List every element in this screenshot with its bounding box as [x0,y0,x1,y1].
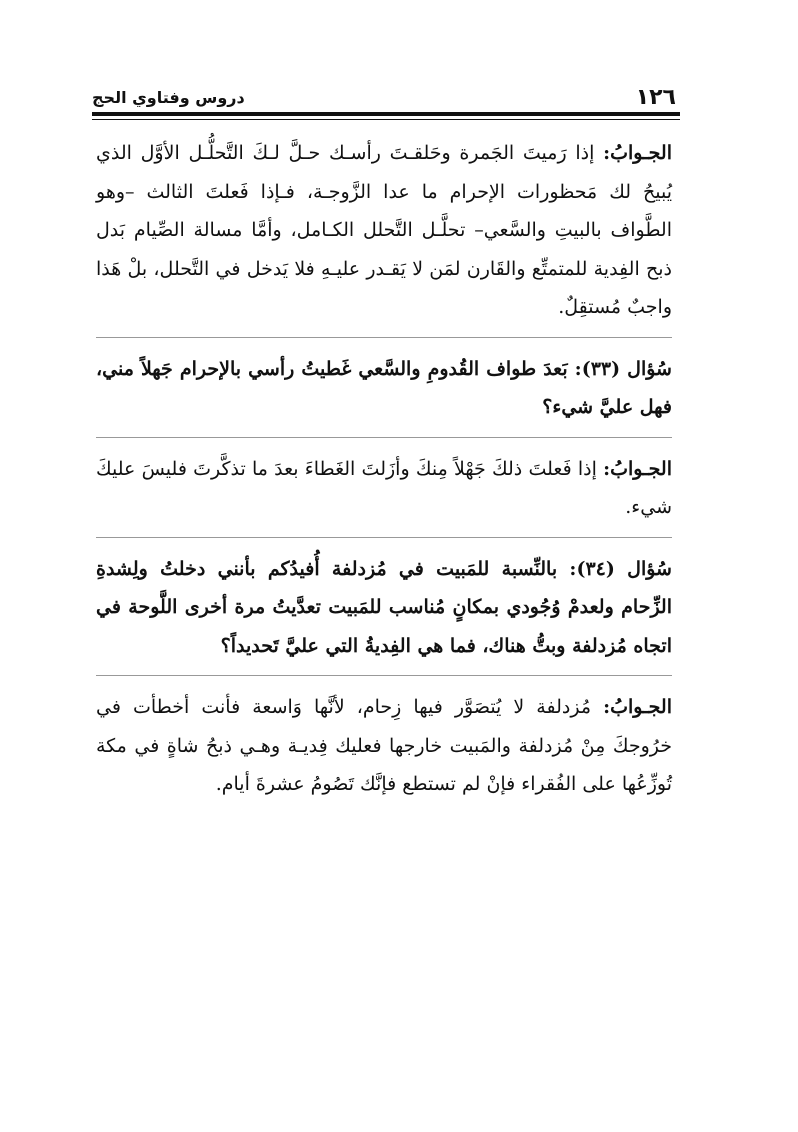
running-title: دروس وفتاوي الحج [92,88,245,107]
header-rule-thick [92,112,680,116]
question-block [96,350,672,427]
answer-text: إذا رَميتَ الجَمرة وحَلقـتَ رأسـك حـلَّ لـكَ التَّحلُّـل الأوَّل الذي يُبيحُ لك مَحظورات الإحرام ما عدا الزَّوجـة، فـإذا فَعلتَ الثالث –وهو الطَّواف بالبيتِ والسَّعي– تحلَّـل التَّحلل الكـامل، وأمَّا مسالة الصِّيام بَدل ذبح الفِدية للمتمتِّع والقَارن لمَن لا يَقـدر عليـهِ فلا يَدخل في التَّحلل، بلْ هَذا واجبٌ مُستقِلٌ. [96,142,672,318]
question-text: سُؤال (٣٤): بالنِّسبة للمَبيت في مُزدلفة أُفيدُكم بأنني دخلتُ ولِشدةِ الزِّحام ولعدمْ وُجُودي بمكانٍ مُناسب للمَبيت تعدَّيتُ مرة أخرى اللَّوحة في اتجاه مُزدلفة وبتُّ هناك، فما هي الفِديةُ التي عليَّ تَحديداً؟ [96,557,672,657]
answer-text: إذا فَعلتَ ذلكَ جَهْلاً مِنكَ وأزَلتَ الغَطاءَ بعدَ ما تذكَّرتَ فليسَ عليكَ شيء. [96,457,672,518]
answer-block [96,134,672,327]
answer-block [96,450,672,527]
question-text: سُؤال (٣٣): بَعدَ طواف القُدومِ والسَّعي غَطيتُ رأسي بالإحرام جَهلاً مني، فهل عليَّ شيء؟ [96,357,672,418]
answer-label: الجـوابُ: [603,142,672,164]
question-block [96,550,672,666]
page-number: ١٢٦ [635,85,676,110]
page-header [92,84,676,114]
answer-label: الجـوابُ: [603,457,672,480]
divider [96,437,672,438]
header-rule-thin [92,119,680,120]
answer-text: مُزدلفة لا يُتصَوَّر فيها زِحام، لأنَّها وَاسعة فأنت أخطأت في خرُوجكَ مِنْ مُزدلفة والمَبيت خارجها فعليك فِديـة وهـي ذبحُ شاةٍ في مكة تُوزِّعُها على الفُقراء فإنْ لم تستطع فإنَّك تَصُومُ عشرةَ أيام. [96,696,672,795]
page-content [96,134,672,824]
divider [96,675,672,676]
divider [96,337,672,338]
divider [96,537,672,538]
answer-block [96,688,672,804]
answer-label: الجـوابُ: [603,696,672,718]
